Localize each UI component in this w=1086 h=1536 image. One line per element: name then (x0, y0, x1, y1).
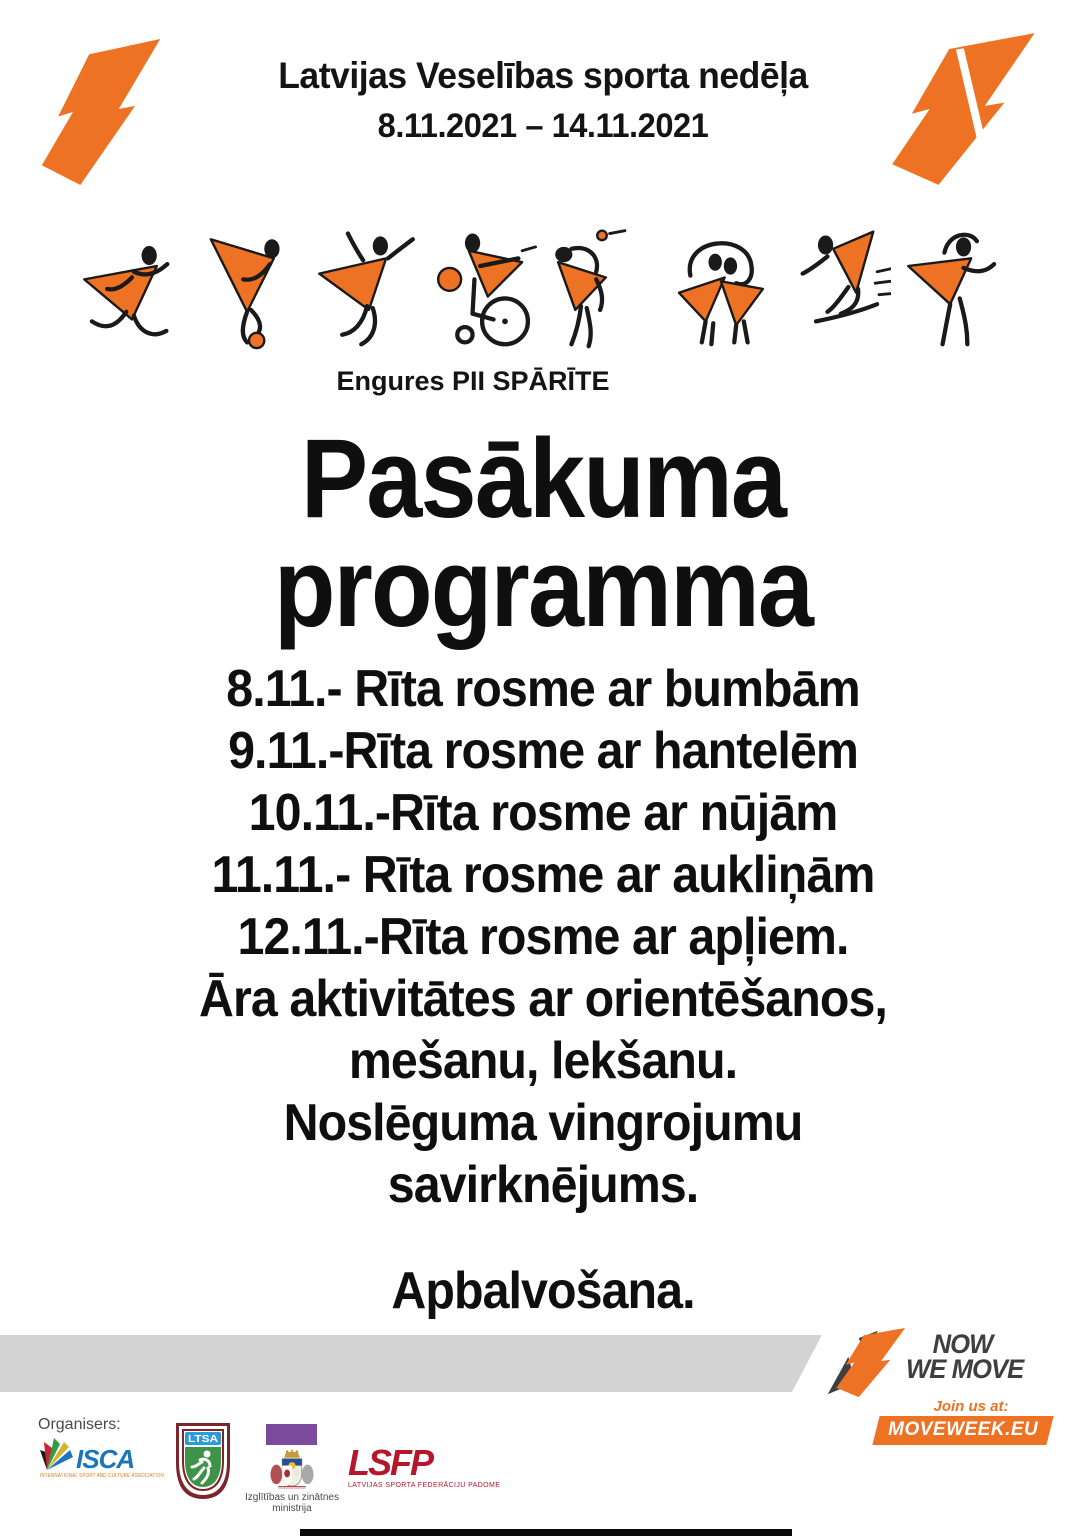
pair-gymnastics-figure-icon (665, 224, 773, 350)
program-line: 9.11.-Rīta rosme ar hantelēm (228, 722, 858, 780)
stretching-figure-icon (900, 224, 1008, 350)
program-list (0, 658, 1086, 1322)
program-line: Noslēguma vingrojumu (283, 1094, 803, 1152)
nwm-line2: WE MOVE (906, 1354, 1024, 1384)
title-dates: 8.11.2021 – 14.11.2021 (377, 107, 709, 145)
isca-subtitle: INTERNATIONAL SPORT AND CULTURE ASSOCIATION (40, 1473, 164, 1479)
organisers-label: Organisers: (38, 1416, 121, 1433)
dancing-figure-icon (313, 224, 421, 350)
nowwemove-logo-text (906, 1329, 1024, 1384)
football-figure-icon (195, 224, 303, 350)
footer-gray-bar (0, 1335, 822, 1392)
program-line: 12.11.-Rīta rosme ar apļiem. (237, 908, 849, 966)
ltsa-wordmark: LTSA (188, 1434, 218, 1445)
program-line: Āra aktivitātes ar orientēšanos, (199, 970, 887, 1028)
program-line: mešanu, lekšanu. (348, 1032, 738, 1090)
lsfp-subtitle: LATVIJAS SPORTA FEDERĀCIJU PADOME (348, 1482, 501, 1489)
moveweek-banner (872, 1416, 1053, 1445)
lsfp-wordmark: LSFP (348, 1442, 433, 1483)
ltsa-logo (174, 1421, 232, 1501)
program-line: 10.11.-Rīta rosme ar nūjām (248, 784, 838, 842)
wheelchair-racing-figure-icon (430, 224, 538, 350)
program-line: Apbalvošana. (391, 1262, 695, 1320)
isca-fan-icon (40, 1438, 76, 1472)
skateboarding-figure-icon (783, 224, 891, 350)
nwm-line1: NOW (932, 1329, 993, 1359)
lsfp-logo (348, 1442, 501, 1489)
isca-wordmark: ISCA (76, 1444, 135, 1474)
organisation-name: Engures PII SPĀRĪTE (336, 366, 610, 396)
program-line: 11.11.- Rīta rosme ar aukliņām (211, 846, 875, 904)
nowwemove-logo-arrow-icon (826, 1328, 912, 1400)
running-figure-icon (78, 224, 186, 350)
join-us-label: Join us at: (933, 1398, 1009, 1415)
ministry-caption: Izglītības un zinātnes ministrija (245, 1492, 339, 1514)
poster-title (22, 54, 1065, 146)
latvia-coat-of-arms-icon (267, 1449, 317, 1492)
throwing-figure-icon (548, 224, 656, 350)
page-title: Pasākuma programma (273, 416, 813, 650)
sport-pictograms (78, 220, 1008, 350)
title-line1: Latvijas Veselības sporta nedēļa (278, 55, 808, 96)
moveweek-url: MOVEWEEK.EU (888, 1419, 1039, 1440)
program-line: savirknējums. (387, 1156, 699, 1214)
isca-logo (40, 1438, 164, 1479)
ministry-purple-mark (266, 1424, 317, 1445)
bottom-edge-bar (300, 1529, 792, 1536)
program-line: 8.11.- Rīta rosme ar bumbām (226, 660, 860, 718)
